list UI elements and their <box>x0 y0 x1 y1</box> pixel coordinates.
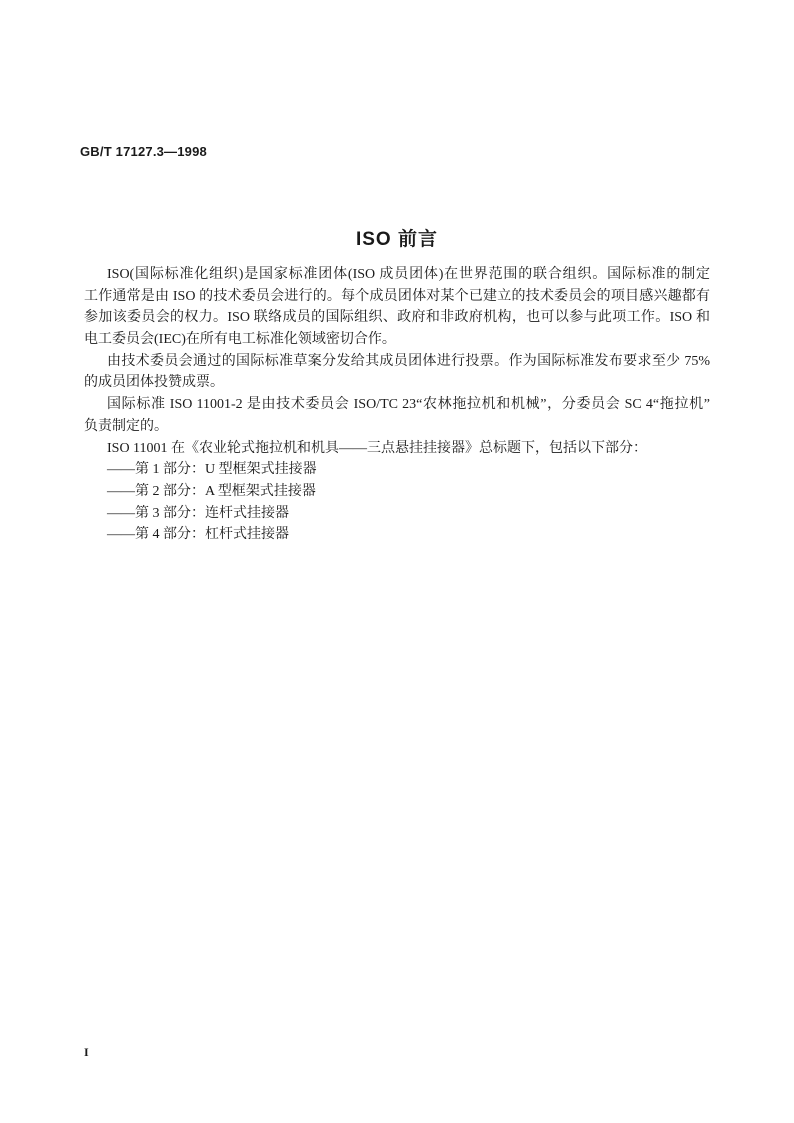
foreword-body <box>84 264 710 546</box>
paragraph-line: 工作通常是由 ISO 的技术委员会进行的。每个成员团体对某个已建立的技术委员会的项目感兴趣都有 <box>84 288 710 304</box>
paragraph-line: 电工委员会(IEC)在所有电工标准化领域密切合作。 <box>84 332 396 348</box>
part-item: ——第 4 部分：杠杆式挂接器 <box>107 527 289 543</box>
document-code: GB/T 17127.3—1998 <box>80 144 207 159</box>
part-item: ——第 1 部分：U 型框架式挂接器 <box>107 462 317 478</box>
paragraph-voting <box>84 351 710 394</box>
foreword-title: ISO 前言 <box>355 229 438 250</box>
paragraph-line: 由技术委员会通过的国际标准草案分发给其成员团体进行投票。作为国际标准发布要求至少 75% <box>107 353 710 369</box>
paragraph-line: 参加该委员会的权力。ISO 联络成员的国际组织、政府和非政府机构，也可以参与此项工作。ISO 和 <box>84 310 710 326</box>
parts-list <box>84 459 710 546</box>
paragraph-series-parts <box>84 438 710 460</box>
part-item: ——第 2 部分：A 型框架式挂接器 <box>107 483 316 499</box>
paragraph-line: 国际标准 ISO 11001-2 是由技术委员会 ISO/TC 23“农林拖拉机和机械”，分委员会 SC 4“拖拉机” <box>107 397 710 413</box>
part-item: ——第 3 部分：连杆式挂接器 <box>107 505 289 521</box>
paragraph-line: ISO 11001 在《农业轮式拖拉机和机具——三点悬挂挂接器》总标题下，包括以下部分： <box>107 440 648 456</box>
paragraph-line: ISO(国际标准化组织)是国家标准团体(ISO 成员团体)在世界范围的联合组织。国际标准的制定 <box>107 267 710 282</box>
paragraph-line: 的成员团体投赞成票。 <box>84 375 224 391</box>
paragraph-iso-organization <box>84 264 710 351</box>
page-number: I <box>84 1045 89 1059</box>
paragraph-responsible-committee <box>84 394 710 437</box>
paragraph-line: 负责制定的。 <box>84 418 168 434</box>
